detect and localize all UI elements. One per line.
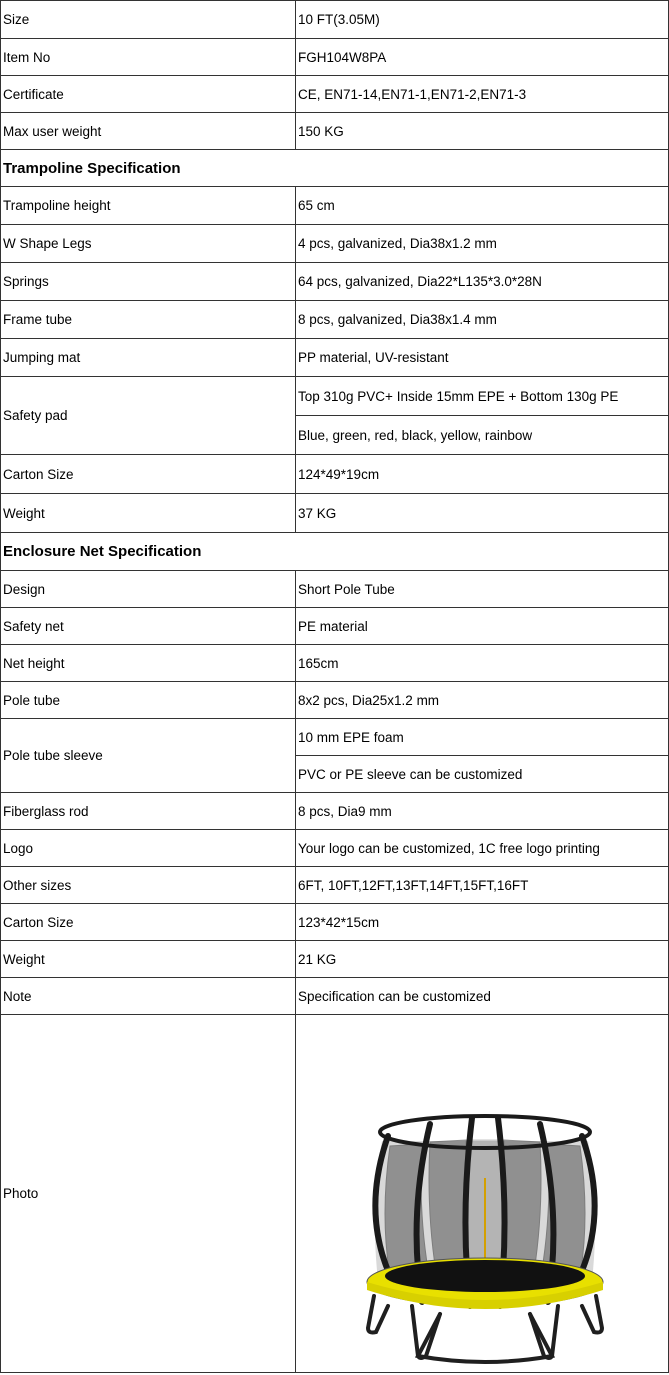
row-value: 10 mm EPE foam — [296, 719, 669, 756]
table-row — [1, 301, 669, 339]
row-label: Size — [1, 1, 296, 39]
row-value: 4 pcs, galvanized, Dia38x1.2 mm — [296, 225, 669, 263]
table-row — [1, 263, 669, 301]
row-value: 21 KG — [296, 941, 669, 978]
table-row — [1, 793, 669, 830]
row-value: Blue, green, red, black, yellow, rainbow — [296, 416, 669, 455]
row-label: Net height — [1, 645, 296, 682]
table-row — [1, 904, 669, 941]
row-label: Frame tube — [1, 301, 296, 339]
section-heading: Enclosure Net Specification — [1, 533, 669, 571]
table-row — [1, 645, 669, 682]
row-value: 37 KG — [296, 494, 669, 533]
row-label: Design — [1, 571, 296, 608]
row-label: Trampoline height — [1, 187, 296, 225]
row-value: 8 pcs, Dia9 mm — [296, 793, 669, 830]
row-label: Carton Size — [1, 904, 296, 941]
row-label: Weight — [1, 494, 296, 533]
row-value: 124*49*19cm — [296, 455, 669, 494]
row-label: Max user weight — [1, 113, 296, 150]
table-row — [1, 719, 669, 756]
row-label: Springs — [1, 263, 296, 301]
table-row — [1, 39, 669, 76]
row-value: Your logo can be customized, 1C free logo printing — [296, 830, 669, 867]
table-row — [1, 225, 669, 263]
table-row — [1, 941, 669, 978]
row-value: PVC or PE sleeve can be customized — [296, 756, 669, 793]
table-row — [1, 830, 669, 867]
row-label: Weight — [1, 941, 296, 978]
row-label: Pole tube — [1, 682, 296, 719]
row-value: 165cm — [296, 645, 669, 682]
table-row — [1, 1, 669, 39]
photo-wrap — [296, 1016, 668, 1372]
table-row — [1, 494, 669, 533]
row-value: FGH104W8PA — [296, 39, 669, 76]
table-row — [1, 377, 669, 416]
table-row — [1, 455, 669, 494]
row-label: W Shape Legs — [1, 225, 296, 263]
table-row — [1, 682, 669, 719]
row-value: 6FT, 10FT,12FT,13FT,14FT,15FT,16FT — [296, 867, 669, 904]
row-value: 64 pcs, galvanized, Dia22*L135*3.0*28N — [296, 263, 669, 301]
photo-row — [1, 1015, 669, 1373]
row-value: PE material — [296, 608, 669, 645]
section-header-row — [1, 533, 669, 571]
row-value: Short Pole Tube — [296, 571, 669, 608]
row-label: Note — [1, 978, 296, 1015]
row-value: Top 310g PVC+ Inside 15mm EPE + Bottom 130g PE — [296, 377, 669, 416]
row-label: Other sizes — [1, 867, 296, 904]
section-heading: Trampoline Specification — [1, 150, 669, 187]
row-label: Jumping mat — [1, 339, 296, 377]
row-label: Item No — [1, 39, 296, 76]
row-value: 150 KG — [296, 113, 669, 150]
row-value: 65 cm — [296, 187, 669, 225]
row-label: Carton Size — [1, 455, 296, 494]
row-value: 123*42*15cm — [296, 904, 669, 941]
section-header-row — [1, 150, 669, 187]
row-value: 10 FT(3.05M) — [296, 1, 669, 39]
row-label: Safety net — [1, 608, 296, 645]
row-label: Certificate — [1, 76, 296, 113]
table-row — [1, 978, 669, 1015]
row-label: Safety pad — [1, 377, 296, 455]
row-label: Fiberglass rod — [1, 793, 296, 830]
row-value: PP material, UV-resistant — [296, 339, 669, 377]
row-label: Pole tube sleeve — [1, 719, 296, 793]
photo-cell — [296, 1015, 669, 1373]
row-value: 8x2 pcs, Dia25x1.2 mm — [296, 682, 669, 719]
row-label: Photo — [1, 1015, 296, 1373]
table-row — [1, 76, 669, 113]
table-row — [1, 113, 669, 150]
table-row — [1, 608, 669, 645]
table-row — [1, 187, 669, 225]
table-row — [1, 867, 669, 904]
row-value: CE, EN71-14,EN71-1,EN71-2,EN71-3 — [296, 76, 669, 113]
row-value: 8 pcs, galvanized, Dia38x1.4 mm — [296, 301, 669, 339]
table-row — [1, 339, 669, 377]
row-value: Specification can be customized — [296, 978, 669, 1015]
table-row — [1, 571, 669, 608]
row-label: Logo — [1, 830, 296, 867]
trampoline-image — [360, 1106, 610, 1366]
